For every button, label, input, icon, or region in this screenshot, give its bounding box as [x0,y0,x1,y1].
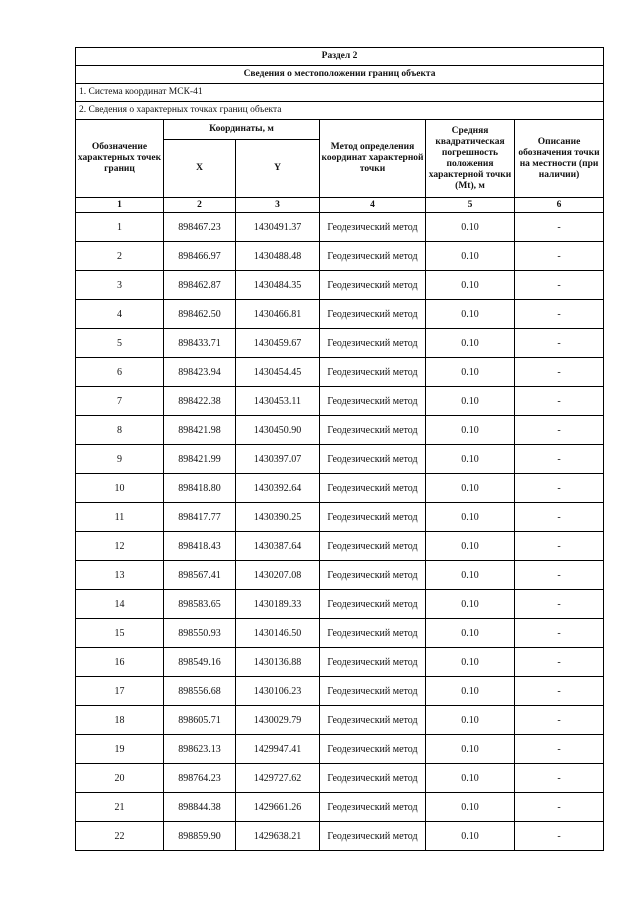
description-cell: - [515,387,604,416]
accuracy-cell: 0.10 [426,271,515,300]
table-row [76,329,604,358]
point-number-cell: 21 [76,793,164,822]
column-number: 4 [320,198,426,213]
accuracy-cell: 0.10 [426,822,515,851]
y-coordinate-cell: 1430450.90 [236,416,320,445]
method-cell: Геодезический метод [320,503,426,532]
x-coordinate-cell: 898418.80 [164,474,236,503]
method-cell: Геодезический метод [320,474,426,503]
table-row [76,677,604,706]
description-cell: - [515,503,604,532]
x-coordinate-cell: 898462.87 [164,271,236,300]
method-cell: Геодезический метод [320,358,426,387]
header-x: X [164,140,236,198]
y-coordinate-cell: 1429727.62 [236,764,320,793]
x-coordinate-cell: 898421.99 [164,445,236,474]
point-number-cell: 16 [76,648,164,677]
column-number: 3 [236,198,320,213]
accuracy-cell: 0.10 [426,532,515,561]
description-cell: - [515,793,604,822]
accuracy-cell: 0.10 [426,358,515,387]
table-row [76,300,604,329]
description-cell: - [515,242,604,271]
point-number-cell: 15 [76,619,164,648]
table-row [76,503,604,532]
header-coordinates: Координаты, м [164,120,320,140]
column-number: 1 [76,198,164,213]
y-coordinate-cell: 1430466.81 [236,300,320,329]
header-description: Описание обозначения точки на местности (при наличии) [515,120,604,198]
x-coordinate-cell: 898418.43 [164,532,236,561]
accuracy-cell: 0.10 [426,590,515,619]
description-cell: - [515,416,604,445]
point-number-cell: 14 [76,590,164,619]
accuracy-cell: 0.10 [426,329,515,358]
column-number: 5 [426,198,515,213]
y-coordinate-cell: 1430390.25 [236,503,320,532]
description-cell: - [515,735,604,764]
x-coordinate-cell: 898567.41 [164,561,236,590]
method-cell: Геодезический метод [320,271,426,300]
point-number-cell: 4 [76,300,164,329]
x-coordinate-cell: 898423.94 [164,358,236,387]
method-cell: Геодезический метод [320,822,426,851]
description-cell: - [515,474,604,503]
table-row [76,213,604,242]
accuracy-cell: 0.10 [426,300,515,329]
table-row [76,474,604,503]
y-coordinate-cell: 1430484.35 [236,271,320,300]
accuracy-cell: 0.10 [426,561,515,590]
table-row [76,822,604,851]
description-cell: - [515,590,604,619]
point-number-cell: 5 [76,329,164,358]
method-cell: Геодезический метод [320,329,426,358]
y-coordinate-cell: 1429661.26 [236,793,320,822]
table-row [76,532,604,561]
method-cell: Геодезический метод [320,213,426,242]
accuracy-cell: 0.10 [426,677,515,706]
point-number-cell: 2 [76,242,164,271]
y-coordinate-cell: 1430189.33 [236,590,320,619]
accuracy-cell: 0.10 [426,416,515,445]
table-row [76,242,604,271]
x-coordinate-cell: 898556.68 [164,677,236,706]
table-row [76,764,604,793]
accuracy-cell: 0.10 [426,503,515,532]
table-row [76,735,604,764]
x-coordinate-cell: 898462.50 [164,300,236,329]
x-coordinate-cell: 898550.93 [164,619,236,648]
y-coordinate-cell: 1430453.11 [236,387,320,416]
method-cell: Геодезический метод [320,561,426,590]
point-number-cell: 7 [76,387,164,416]
description-cell: - [515,764,604,793]
method-cell: Геодезический метод [320,590,426,619]
point-number-cell: 10 [76,474,164,503]
x-coordinate-cell: 898859.90 [164,822,236,851]
x-coordinate-cell: 898764.23 [164,764,236,793]
description-cell: - [515,300,604,329]
point-number-cell: 11 [76,503,164,532]
method-cell: Геодезический метод [320,706,426,735]
accuracy-cell: 0.10 [426,764,515,793]
table-row [76,387,604,416]
point-number-cell: 3 [76,271,164,300]
description-cell: - [515,648,604,677]
description-cell: - [515,561,604,590]
y-coordinate-cell: 1430454.45 [236,358,320,387]
x-coordinate-cell: 898549.16 [164,648,236,677]
table-row [76,619,604,648]
y-coordinate-cell: 1429947.41 [236,735,320,764]
y-coordinate-cell: 1430459.67 [236,329,320,358]
column-number: 6 [515,198,604,213]
header-accuracy: Средняя квадратическая погрешность положения характерной точки (Mt), м [426,120,515,198]
accuracy-cell: 0.10 [426,242,515,271]
point-number-cell: 1 [76,213,164,242]
table-row [76,648,604,677]
coordinate-system-label: 1. Система координат МСК-41 [76,84,604,102]
accuracy-cell: 0.10 [426,619,515,648]
description-cell: - [515,271,604,300]
description-cell: - [515,213,604,242]
accuracy-cell: 0.10 [426,793,515,822]
accuracy-cell: 0.10 [426,213,515,242]
description-cell: - [515,822,604,851]
accuracy-cell: 0.10 [426,445,515,474]
point-number-cell: 17 [76,677,164,706]
description-cell: - [515,358,604,387]
x-coordinate-cell: 898467.23 [164,213,236,242]
y-coordinate-cell: 1430488.48 [236,242,320,271]
table-row [76,706,604,735]
description-cell: - [515,329,604,358]
boundary-points-table [75,47,604,851]
point-number-cell: 12 [76,532,164,561]
x-coordinate-cell: 898421.98 [164,416,236,445]
y-coordinate-cell: 1430397.07 [236,445,320,474]
accuracy-cell: 0.10 [426,474,515,503]
header-y: Y [236,140,320,198]
table-row [76,445,604,474]
table-row [76,416,604,445]
point-number-cell: 6 [76,358,164,387]
method-cell: Геодезический метод [320,764,426,793]
points-section-label: 2. Сведения о характерных точках границ объекта [76,102,604,120]
y-coordinate-cell: 1429638.21 [236,822,320,851]
x-coordinate-cell: 898844.38 [164,793,236,822]
description-cell: - [515,532,604,561]
x-coordinate-cell: 898422.38 [164,387,236,416]
header-method: Метод определения координат характерной точки [320,120,426,198]
y-coordinate-cell: 1430106.23 [236,677,320,706]
accuracy-cell: 0.10 [426,387,515,416]
table-row [76,793,604,822]
method-cell: Геодезический метод [320,445,426,474]
x-coordinate-cell: 898583.65 [164,590,236,619]
table-row [76,358,604,387]
method-cell: Геодезический метод [320,677,426,706]
accuracy-cell: 0.10 [426,648,515,677]
table-row [76,271,604,300]
point-number-cell: 20 [76,764,164,793]
point-number-cell: 18 [76,706,164,735]
method-cell: Геодезический метод [320,619,426,648]
point-number-cell: 8 [76,416,164,445]
method-cell: Геодезический метод [320,387,426,416]
method-cell: Геодезический метод [320,300,426,329]
accuracy-cell: 0.10 [426,706,515,735]
point-number-cell: 19 [76,735,164,764]
point-number-cell: 22 [76,822,164,851]
table-row [76,590,604,619]
y-coordinate-cell: 1430029.79 [236,706,320,735]
y-coordinate-cell: 1430207.08 [236,561,320,590]
y-coordinate-cell: 1430136.88 [236,648,320,677]
x-coordinate-cell: 898466.97 [164,242,236,271]
y-coordinate-cell: 1430392.64 [236,474,320,503]
description-cell: - [515,445,604,474]
y-coordinate-cell: 1430387.64 [236,532,320,561]
x-coordinate-cell: 898417.77 [164,503,236,532]
point-number-cell: 13 [76,561,164,590]
method-cell: Геодезический метод [320,735,426,764]
section-title: Раздел 2 [76,48,604,66]
x-coordinate-cell: 898605.71 [164,706,236,735]
method-cell: Геодезический метод [320,648,426,677]
x-coordinate-cell: 898623.13 [164,735,236,764]
header-point-designation: Обозначение характерных точек границ [76,120,164,198]
accuracy-cell: 0.10 [426,735,515,764]
y-coordinate-cell: 1430146.50 [236,619,320,648]
method-cell: Геодезический метод [320,416,426,445]
description-cell: - [515,706,604,735]
method-cell: Геодезический метод [320,532,426,561]
method-cell: Геодезический метод [320,242,426,271]
description-cell: - [515,619,604,648]
section-subtitle: Сведения о местоположении границ объекта [76,66,604,84]
column-number: 2 [164,198,236,213]
table-row [76,561,604,590]
point-number-cell: 9 [76,445,164,474]
description-cell: - [515,677,604,706]
y-coordinate-cell: 1430491.37 [236,213,320,242]
x-coordinate-cell: 898433.71 [164,329,236,358]
document-page [75,47,603,851]
method-cell: Геодезический метод [320,793,426,822]
